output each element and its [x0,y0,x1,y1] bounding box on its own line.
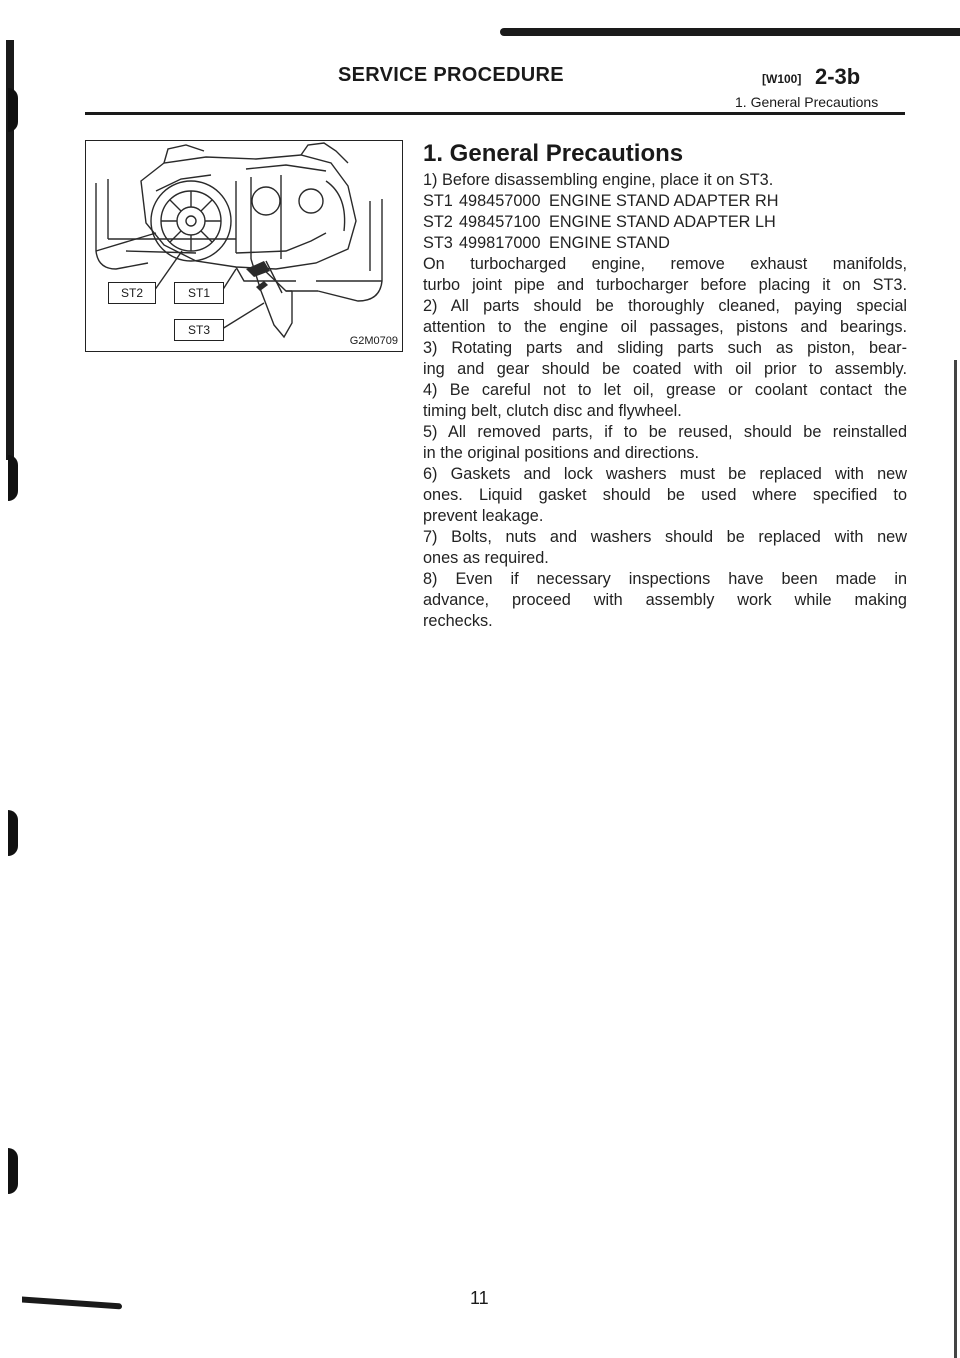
body-line: prevent leakage. [423,507,544,525]
body-line: 5) All removed parts, if to be reused, should be reinstalled [423,423,907,441]
tool-code: ST2 [423,213,453,231]
tool-code: ST1 [423,192,453,210]
header-subtitle: 1. General Precautions [735,94,879,110]
callout-st3: ST3 [174,319,224,341]
body-line: ones. Liquid gasket should be used where specified to [423,486,907,504]
scan-edge-right [954,360,957,1358]
body-line: 1) Before disassembling engine, place it on ST3. [423,171,774,189]
binder-hole [8,88,18,132]
tool-part-number: 498457100 [459,213,541,231]
body-line: On turbocharged engine, remove exhaust manifolds, [423,255,907,273]
header-rule [85,112,905,115]
engine-stand-figure [85,140,403,352]
callout-st2: ST2 [108,282,156,304]
binder-hole [8,810,18,856]
page-number: 11 [470,1288,489,1308]
tool-part-number: 498457000 [459,192,541,210]
binder-hole [8,455,18,501]
tool-code: ST3 [423,234,453,252]
body-line: 3) Rotating parts and sliding parts such as piston, bear- [423,339,907,357]
tool-row [423,233,907,254]
section-heading: 1. General Precautions [423,140,684,167]
body-line: turbo joint pipe and turbocharger before placing it on ST3. [423,276,907,294]
body-line: rechecks. [423,612,493,630]
body-line: ones as required. [423,549,549,567]
binder-hole [8,1148,18,1194]
header-section-number: 2-3b [815,64,861,89]
tool-row [423,191,907,212]
body-line: advance, proceed with assembly work while making [423,591,907,609]
tool-row [423,212,907,233]
scan-edge-bottom [22,1297,122,1310]
body-line: in the original positions and directions. [423,444,700,462]
engine-on-stand-illustration [86,141,403,352]
body-line: attention to the engine oil passages, pistons and bearings. [423,318,907,336]
tool-part-number: 499817000 [459,234,541,252]
tool-name: ENGINE STAND [549,234,670,252]
body-line: timing belt, clutch disc and flywheel. [423,402,682,420]
body-line: 2) All parts should be thoroughly cleaned, paying special [423,297,907,315]
figure-id: G2M0709 [349,335,398,347]
body-line: ing and gear should be coated with oil prior to assembly. [423,360,907,378]
body-line: 4) Be careful not to let oil, grease or coolant contact the [423,381,907,399]
body-line: 7) Bolts, nuts and washers should be replaced with new [423,528,907,546]
body-line: 6) Gaskets and lock washers must be replaced with new [423,465,907,483]
body-line: 8) Even if necessary inspections have been made in [423,570,907,588]
scan-edge-top [500,28,960,36]
tool-name: ENGINE STAND ADAPTER LH [549,213,776,231]
header-code: [W100] [762,72,802,86]
section-body [423,170,907,632]
tool-name: ENGINE STAND ADAPTER RH [549,192,779,210]
callout-st1: ST1 [174,282,224,304]
page-header-title: SERVICE PROCEDURE [338,64,564,86]
